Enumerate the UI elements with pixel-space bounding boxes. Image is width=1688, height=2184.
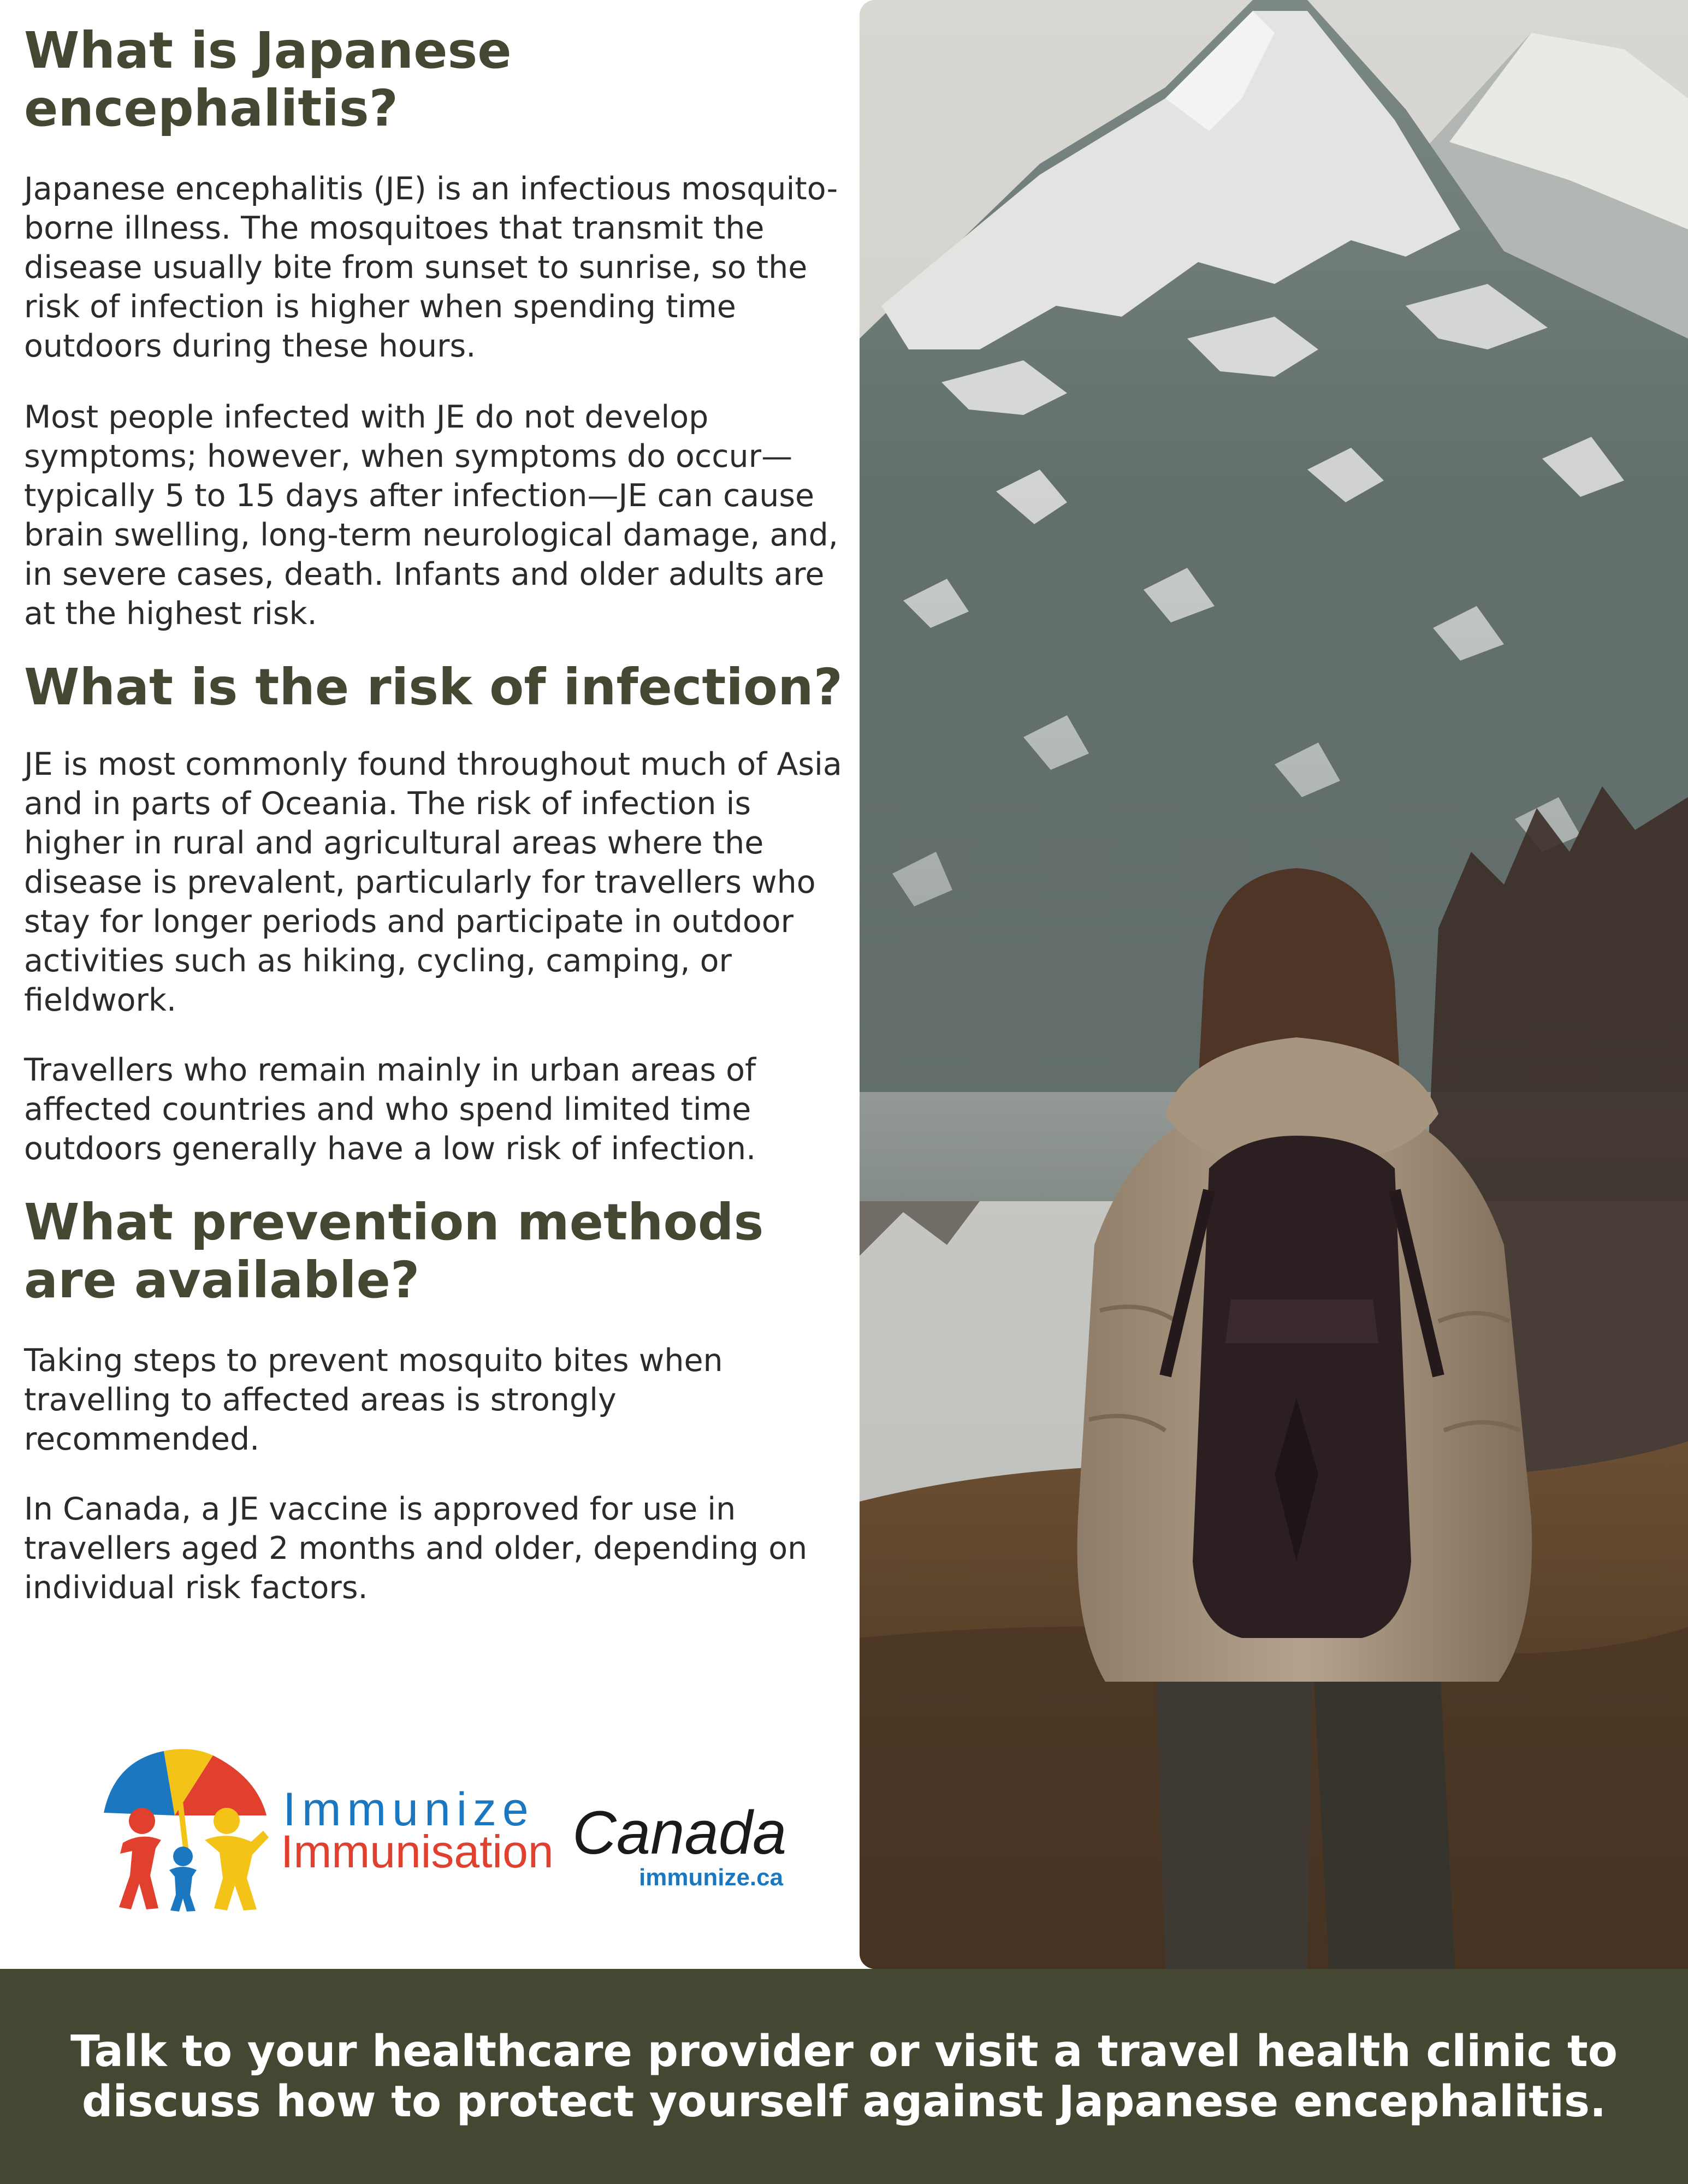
mountain-photo-illustration [860,0,1688,1969]
paragraph-prevention-vaccine: In Canada, a JE vaccine is approved for use in travellers aged 2 months and older, depending on individual risk factors. [24,1491,808,1606]
immunize-canada-logo [93,1739,787,1914]
logo-word-immunize: Immunize [283,1783,535,1836]
umbrella-family-icon [93,1739,273,1914]
paragraph-risk-urban: Travellers who remain mainly in urban areas of affected countries and who spend limited time outdoors generally have a low risk of infection. [24,1052,756,1167]
paragraph-je-description: Japanese encephalitis (JE) is an infectious mosquito-borne illness. The mosquitoes that transmit the disease usually bite from sunset to sunrise, so the risk of infection is higher when spending time outdoors during these hours. [24,171,838,364]
info-column [24,22,843,1607]
paragraph-risk-regions: JE is most commonly found throughout much of Asia and in parts of Oceania. The risk of infection is higher in rural and agricultural areas where the disease is prevalent, particularly for travellers who stay for longer periods and participate in outdoor activities such as hiking, cycling, camping, or fieldwork. [24,746,842,1018]
logo-url: immunize.ca [639,1864,784,1891]
paragraph-je-symptoms: Most people infected with JE do not develop symptoms; however, when symptoms do occur—typically 5 to 15 days after infection—JE can cause brain swelling, long-term neurological damage, and, in severe cases, death. Infants and older adults are at the highest risk. [24,399,838,632]
call-to-action-banner [0,1969,1688,2184]
logo-word-immunisation: Immunisation [281,1826,554,1877]
hiker-mountain-photo [860,0,1688,1969]
banner-text: Talk to your healthcare provider or visit a travel health clinic to discuss how to protect yourself against Japanese encephalitis. [70,2026,1618,2127]
paragraph-prevention-bites: Taking steps to prevent mosquito bites when travelling to affected areas is strongly recommended. [24,1343,723,1457]
section-heading-prevention: What prevention methods are available? [24,1193,764,1309]
section-heading-what-is-je: What is Japanese encephalitis? [24,21,512,138]
logo-word-canada: Canada [572,1799,787,1867]
section-heading-risk: What is the risk of infection? [24,658,843,716]
